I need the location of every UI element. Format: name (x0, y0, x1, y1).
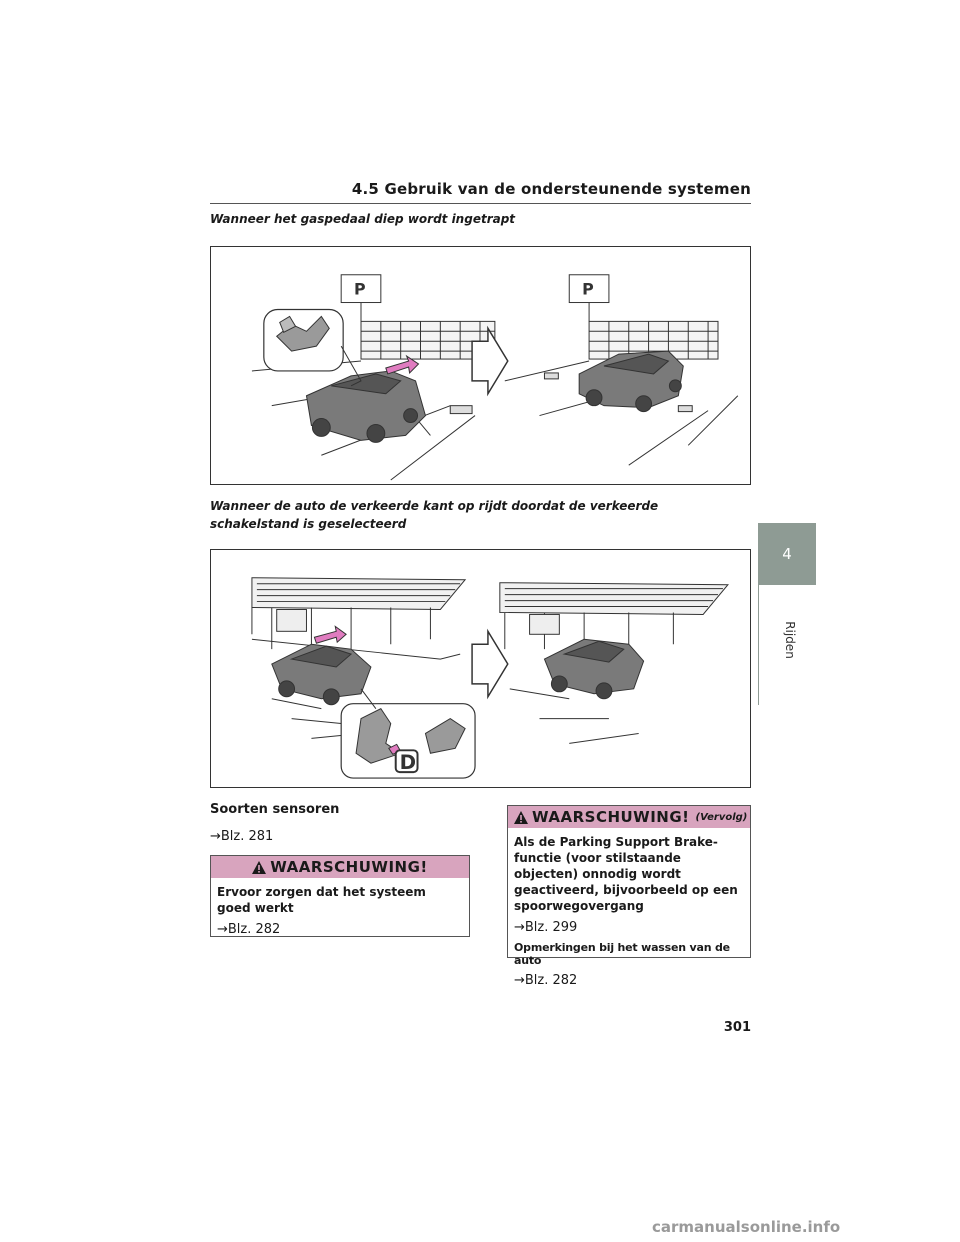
warning-bar (211, 856, 469, 878)
illustration-wrong-gear-drawing (211, 550, 750, 787)
watermark: carmanualsonline.info (652, 1218, 841, 1236)
illustration-accelerator-drawing (211, 247, 750, 484)
sensors-heading: Soorten sensoren (210, 802, 340, 817)
svg-text:P: P (354, 279, 366, 299)
chapter-tab[interactable] (758, 523, 816, 585)
page-number: 301 (723, 1020, 751, 1035)
chapter-tab-line (758, 585, 759, 705)
sensors-page-link[interactable]: →Blz. 281 (210, 829, 274, 844)
chapter-label-text: Rijden (783, 621, 797, 659)
chapter-label (770, 600, 810, 680)
section-title: 4.5 Gebruik van de ondersteunende systemen (351, 180, 751, 198)
illustration-accelerator (210, 246, 751, 485)
warning-triangle-icon (252, 861, 266, 874)
caption-wrong-gear: Wanneer de auto de verkeerde kant op rijdt doordat de verkeerde schakelstand is geselecteerd (210, 499, 659, 531)
warning-page-link-282[interactable]: →Blz. 282 (514, 973, 578, 988)
illustration-wrong-gear (210, 549, 751, 788)
warning-box-continued (507, 805, 751, 988)
section-header (210, 180, 751, 204)
warning-label: WAARSCHUWING! (270, 858, 428, 876)
warning-title: Als de Parking Support Brake-functie (voor stilstaande objecten) onnodig wordt geactiveerd, bijvoorbeeld op een spoorwegovergang (514, 835, 738, 913)
warning-title: Ervoor zorgen dat het systeem goed werkt (217, 885, 426, 915)
transition-arrow (472, 631, 508, 696)
warning-box (210, 855, 470, 937)
warning-page-link-299[interactable]: →Blz. 299 (514, 920, 578, 935)
warning-bar (508, 806, 750, 828)
warning-triangle-icon (514, 811, 528, 824)
caption-accelerator: Wanneer het gaspedaal diep wordt ingetrapt (210, 212, 516, 226)
warning-continued-label: (Vervolg) (695, 811, 748, 823)
chapter-number: 4 (782, 545, 792, 563)
warning-subtitle: Opmerkingen bij het wassen van de auto (514, 941, 730, 967)
svg-text:P: P (582, 279, 594, 299)
gear-letter-d: D (399, 751, 417, 775)
warning-page-link[interactable]: →Blz. 282 (217, 922, 281, 937)
warning-label: WAARSCHUWING! (532, 808, 690, 826)
